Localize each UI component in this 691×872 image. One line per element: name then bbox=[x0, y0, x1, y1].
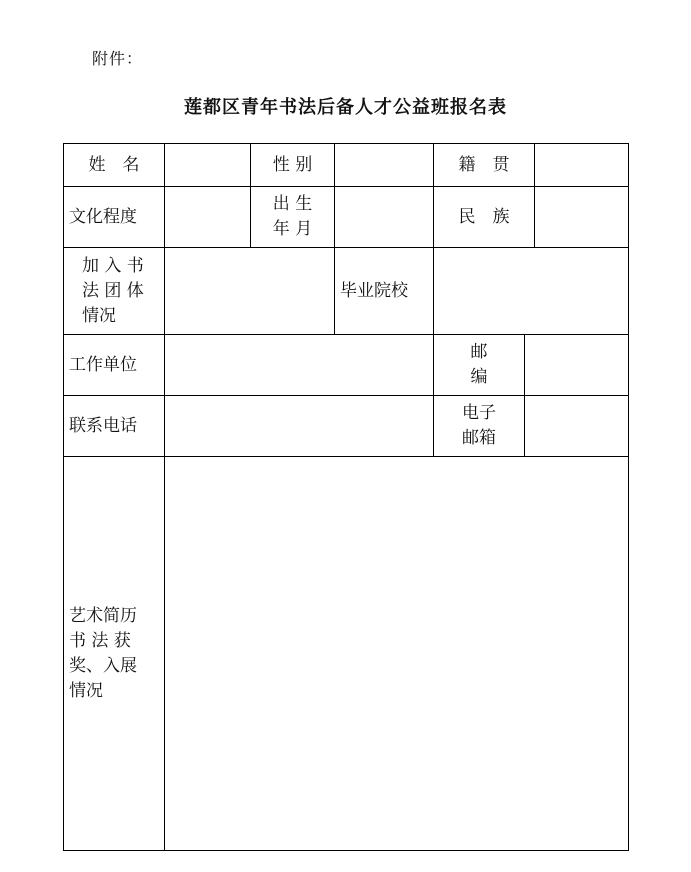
email-label-line2: 邮箱 bbox=[462, 428, 496, 448]
native-place-label: 籍 贯 bbox=[458, 154, 510, 175]
group-label-line2: 法 团 体 bbox=[82, 280, 144, 301]
birth-label-line1: 出 生 bbox=[272, 194, 313, 214]
calligraphy-group-label-cell bbox=[63, 247, 165, 335]
work-unit-label: 工作单位 bbox=[69, 354, 137, 375]
school-label-cell bbox=[334, 247, 434, 335]
email-label-cell bbox=[433, 395, 525, 457]
postcode-label-line2: 编 bbox=[470, 367, 488, 387]
school-input-cell[interactable] bbox=[433, 247, 629, 335]
art-resume-input-cell[interactable] bbox=[164, 456, 629, 851]
gender-label-cell bbox=[250, 143, 335, 187]
email-label-line1: 电子 bbox=[462, 403, 496, 423]
calligraphy-group-input-cell[interactable] bbox=[164, 247, 335, 335]
postcode-input-cell[interactable] bbox=[524, 334, 629, 396]
ethnicity-label-cell bbox=[433, 186, 535, 248]
birth-label-cell bbox=[250, 186, 335, 248]
birth-label-line2: 年 月 bbox=[272, 219, 313, 239]
art-label-line1: 艺术简历 bbox=[69, 605, 137, 626]
birth-input-cell[interactable] bbox=[334, 186, 434, 248]
education-label: 文化程度 bbox=[69, 206, 137, 227]
native-place-input-cell[interactable] bbox=[534, 143, 629, 187]
phone-label: 联系电话 bbox=[69, 415, 137, 436]
phone-input-cell[interactable] bbox=[164, 395, 434, 457]
phone-label-cell bbox=[63, 395, 165, 457]
group-label-line3: 情况 bbox=[82, 305, 116, 326]
group-label-line1: 加 入 书 bbox=[82, 255, 144, 276]
gender-label: 性 别 bbox=[272, 154, 313, 175]
work-unit-label-cell bbox=[63, 334, 165, 396]
attachment-label: 附件： bbox=[92, 49, 144, 68]
gender-input-cell[interactable] bbox=[334, 143, 434, 187]
art-label-line2: 书 法 获 bbox=[69, 630, 131, 651]
ethnicity-input-cell[interactable] bbox=[534, 186, 629, 248]
art-resume-label-cell bbox=[63, 456, 165, 851]
school-label: 毕业院校 bbox=[340, 280, 408, 301]
name-label-cell bbox=[63, 143, 165, 187]
postcode-label-cell bbox=[433, 334, 525, 396]
name-input-cell[interactable] bbox=[164, 143, 251, 187]
name-label: 姓 名 bbox=[88, 154, 140, 175]
ethnicity-label: 民 族 bbox=[458, 206, 510, 227]
native-place-label-cell bbox=[433, 143, 535, 187]
postcode-label-line1: 邮 bbox=[470, 342, 488, 362]
education-input-cell[interactable] bbox=[164, 186, 251, 248]
art-label-line3: 奖、入展 bbox=[69, 655, 137, 676]
art-label-line4: 情况 bbox=[69, 680, 103, 701]
education-label-cell bbox=[63, 186, 165, 248]
form-title: 莲都区青年书法后备人才公益班报名表 bbox=[184, 97, 507, 118]
email-input-cell[interactable] bbox=[524, 395, 629, 457]
work-unit-input-cell[interactable] bbox=[164, 334, 434, 396]
